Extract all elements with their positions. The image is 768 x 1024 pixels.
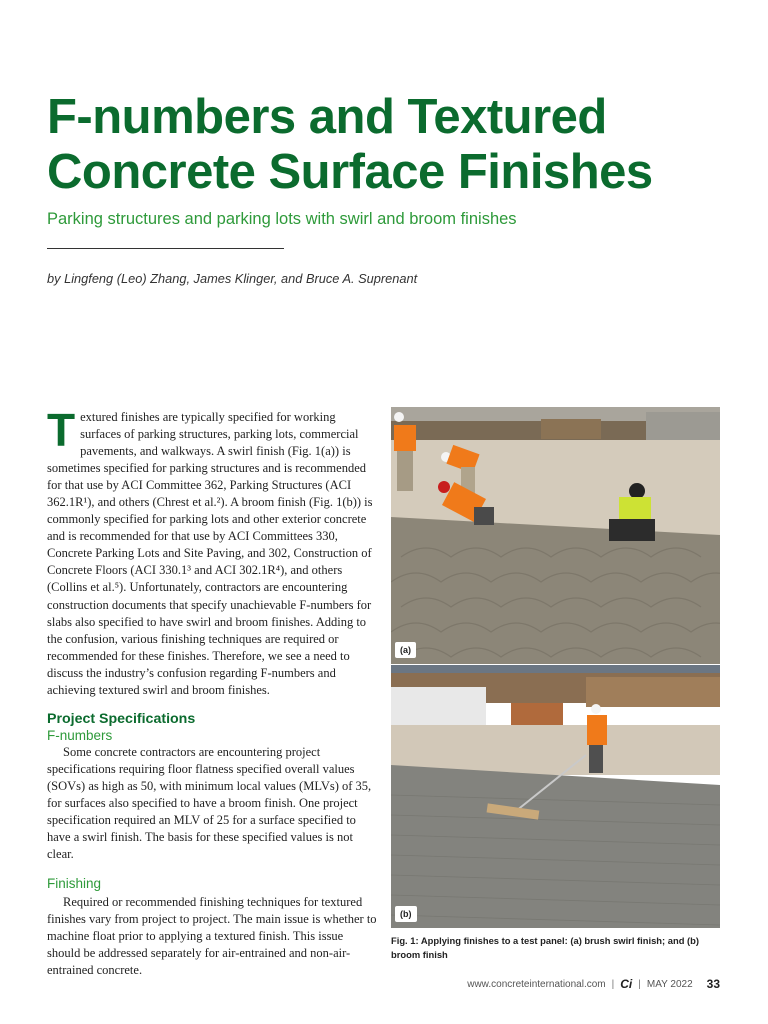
figure-photo-b [391,665,720,928]
section-heading-project-specifications: Project Specifications [47,710,196,727]
article-subtitle: Parking structures and parking lots with swirl and broom finishes [47,210,517,228]
figure-photo-a [391,407,720,664]
footer-issue: MAY 2022 [646,978,693,990]
subheading-finishing: Finishing [47,876,102,892]
paragraph-f-numbers: Some concrete contractors are encountering project specifications requiring floor flatness specified overall values (SOVs) as high as 50, with minimum local values (MLVs) of 35, for surfaces also specified to have a broom finish. One project specification required an MLV of 25 for a surface specified to have a swirl finish. The basis for these specified values is not clear. [47,744,372,862]
figure-label-b: (b) [395,906,417,922]
broom-finish-photo [391,665,720,928]
article-title: F-numbers and Textured Concrete Surface Finishes [47,90,653,199]
footer-url[interactable]: www.concreteinternational.com [467,978,606,990]
paragraph-finishing: Required or recommended finishing techniques for textured finishes vary from project to project. The main issue is whether to machine float prior to applying a textured finish. This issue should be addressed separately for air-entrained and non-air-entrained concrete. [47,895,377,978]
body-column [47,404,377,979]
title-divider [47,248,284,249]
drop-cap: T [47,404,76,456]
page-footer [467,977,720,991]
figure-label-a: (a) [395,642,416,658]
footer-separator: | [638,978,641,990]
intro-text: extured finishes are typically specified for working surfaces of parking structures, parking lots, commercial pavements, and walkways. A swirl finish (Fig. 1(a)) is sometimes specified for parking structures and is recommended for that use by ACI Committee 362, Parking Structures (ACI 362.1R¹), and others (Chrest et al.²). A broom finish (Fig. 1(b)) is commonly specified for parking lots and other exterior concrete and is recommended for that use by ACI Committees 330, Concrete Parking Lots and Site Paving, and 302, Construction of Concrete Floors (ACI 330.1³ and ACI 302.1R⁴), and others (Collins et al.⁵). Unfortunately, contractors are encountering construction documents that specify unachievable F-numbers for slabs also specified to have swirl and broom finishes. Adding to the confusion, various finishing techniques are required or recommended for these finishes. Therefore, we see a need to discuss the industry’s confusion regarding F-numbers and achieving textured swirl and broom finishes. [47,410,373,697]
ci-logo: Ci [620,977,633,991]
swirl-finish-photo [391,407,720,664]
page-number: 33 [706,977,720,991]
intro-paragraph [47,404,377,699]
footer-separator: | [611,978,615,990]
byline: by Lingfeng (Leo) Zhang, James Klinger, and Bruce A. Suprenant [47,271,418,286]
figure-caption: Fig. 1: Applying finishes to a test panel: (a) brush swirl finish; and (b) broom finish [391,935,700,960]
subheading-f-numbers: F-numbers [47,727,113,743]
